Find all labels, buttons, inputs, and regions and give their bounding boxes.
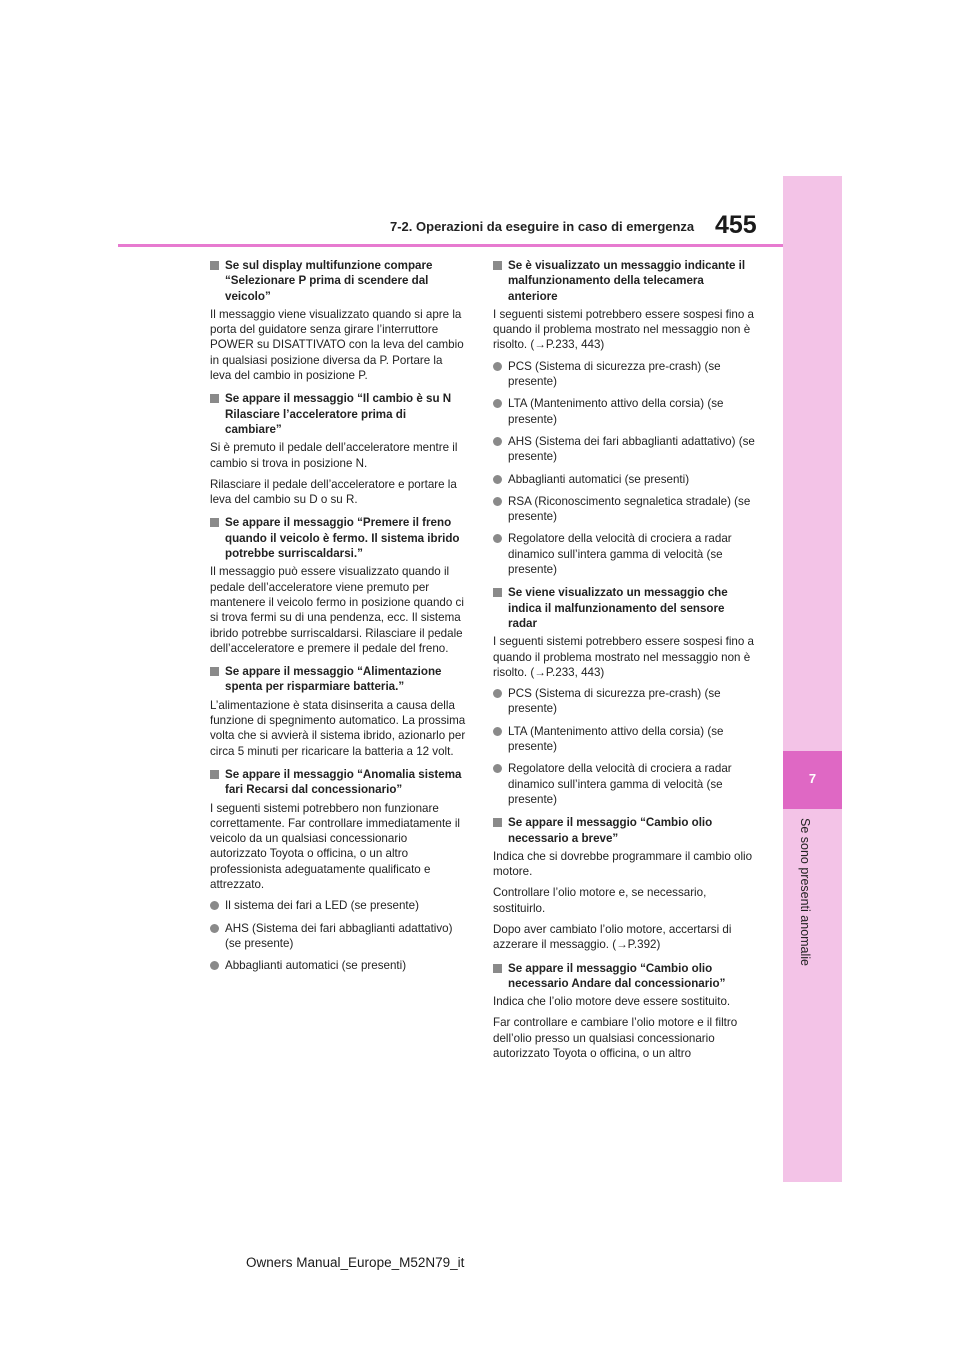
chapter-side-strip [783, 176, 842, 1182]
section-title: 7-2. Operazioni da eseguire in caso di emergenza [390, 219, 695, 234]
bullet-item: Abbaglianti automatici (se presenti) [493, 472, 755, 487]
paragraph: Il messaggio viene visualizzato quando si apre la porta del guidatore senza girare l’interruttore POWER su DISATTIVATO con la leva del cambio in qualsiasi posizione diversa da P. Portare la leva del cambio in posizione P. [210, 307, 464, 383]
bullet-item: Il sistema dei fari a LED (se presente) [210, 898, 466, 913]
bullet-item: Regolatore della velocità di crociera a radar dinamico sull’intera gamma di velocità (se presente) [493, 761, 755, 807]
message-section [493, 585, 755, 807]
right-column [493, 258, 755, 1069]
paragraph: Rilasciare il pedale dell’acceleratore e portare la leva del cambio su D o su R. [210, 477, 457, 507]
paragraph: Indica che l’olio motore deve essere sostituito. [493, 995, 731, 1009]
section-heading: Se appare il messaggio “Premere il freno quando il veicolo è fermo. Il sistema ibrido potrebbe surriscaldarsi.” [210, 515, 466, 561]
message-section [210, 664, 466, 759]
bullet-item: Regolatore della velocità di crociera a radar dinamico sull’intera gamma di velocità (se presente) [493, 531, 755, 577]
message-section [493, 258, 755, 577]
page-number: 455 [715, 211, 757, 239]
paragraph: Indica che si dovrebbe programmare il cambio olio motore. [493, 849, 753, 879]
footer-manual-id: Owners Manual_Europe_M52N79_it [246, 1255, 465, 1270]
section-heading: Se appare il messaggio “Il cambio è su N Rilasciare l’acceleratore prima di cambiare” [210, 391, 466, 437]
paragraph: Si è premuto il pedale dell’acceleratore mentre il cambio si trova in posizione N. [210, 441, 458, 470]
bullet-item: AHS (Sistema dei fari abbaglianti adattativo) (se presente) [210, 921, 466, 952]
paragraph: Dopo aver cambiato l’olio motore, accertarsi di azzerare il messaggio. (→P.392) [493, 922, 732, 952]
message-section [210, 391, 466, 507]
section-heading: Se appare il messaggio “Cambio olio necessario a breve” [493, 815, 755, 846]
section-heading: Se appare il messaggio “Alimentazione spenta per risparmiare batteria.” [210, 664, 466, 695]
section-heading: Se appare il messaggio “Cambio olio necessario Andare dal concessionario” [493, 961, 755, 992]
chapter-tab [783, 751, 842, 809]
chapter-number: 7 [808, 771, 817, 786]
section-heading: Se è visualizzato un messaggio indicante il malfunzionamento della telecamera anteriore [493, 258, 755, 304]
paragraph: I seguenti sistemi potrebbero essere sospesi fino a quando il problema mostrato nel messaggio non è risolto. (→P.233, 443) [493, 307, 755, 352]
message-section [210, 767, 466, 974]
section-heading: Se viene visualizzato un messaggio che indica il malfunzionamento del sensore radar [493, 585, 755, 631]
section-heading: Se appare il messaggio “Anomalia sistema fari Recarsi dal concessionario” [210, 767, 466, 798]
message-section [210, 258, 466, 383]
bullet-item: AHS (Sistema dei fari abbaglianti adattativo) (se presente) [493, 434, 755, 465]
header-divider [118, 244, 783, 247]
paragraph: Far controllare e cambiare l’olio motore e il filtro dell’olio presso un qualsiasi concessionario autorizzato Toyota o officina, o un altro [493, 1016, 738, 1061]
paragraph: Il messaggio può essere visualizzato quando il pedale dell’acceleratore viene premuto per mantenere il veicolo fermo in posizione quando ci si trova fermi su di una pendenza, ecc. Il sistema ibrido potrebbe surriscaldarsi. Rilasciare il pedale dell’acceleratore e premere il pedale del freno. [210, 565, 464, 655]
bullet-item: PCS (Sistema di sicurezza pre-crash) (se presente) [493, 686, 755, 717]
bullet-item: LTA (Mantenimento attivo della corsia) (se presente) [493, 396, 755, 427]
chapter-title: Se sono presenti anomalie [798, 818, 812, 967]
message-section [210, 515, 466, 656]
bullet-item: PCS (Sistema di sicurezza pre-crash) (se presente) [493, 359, 755, 390]
section-heading: Se sul display multifunzione compare “Selezionare P prima di scendere dal veicolo” [210, 258, 466, 304]
bullet-item: Abbaglianti automatici (se presenti) [210, 958, 466, 973]
left-column [210, 258, 466, 981]
message-section [493, 961, 755, 1062]
paragraph: Controllare l’olio motore e, se necessario, sostituirlo. [493, 886, 707, 915]
message-section [493, 815, 755, 952]
bullet-item: LTA (Mantenimento attivo della corsia) (se presente) [493, 724, 755, 755]
paragraph: L’alimentazione è stata disinserita a causa della funzione di spegnimento automatico. La prossima volta che si avvierà il sistema ibrido, azionarlo per circa 5 minuti per ricaricare la batteria a 12 volt. [210, 698, 466, 758]
bullet-item: RSA (Riconoscimento segnaletica stradale) (se presente) [493, 494, 755, 525]
paragraph: I seguenti sistemi potrebbero essere sospesi fino a quando il problema mostrato nel messaggio non è risolto. (→P.233, 443) [493, 635, 755, 679]
paragraph: I seguenti sistemi potrebbero non funzionare correttamente. Far controllare immediatamente il veicolo da un qualsiasi concessionario autorizzato Toyota o officina, o un altro professionista adeguatamente qualificato e attrezzato. [210, 801, 461, 891]
